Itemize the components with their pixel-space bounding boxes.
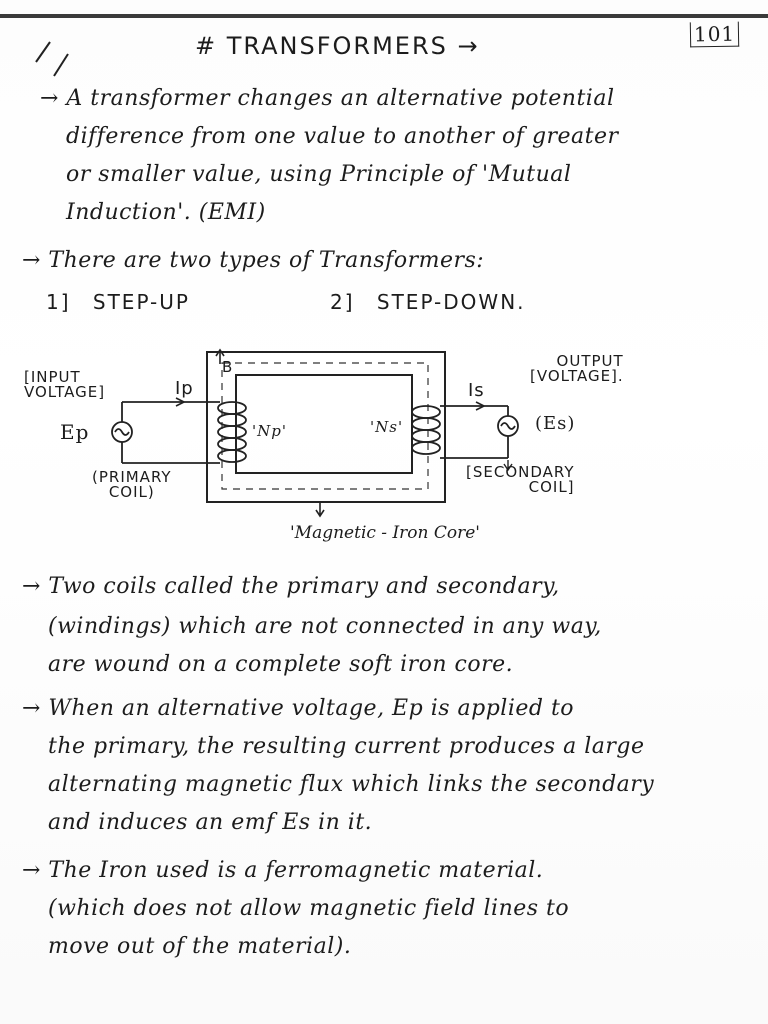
secondary-circuit — [440, 406, 518, 458]
type-step-down-label: STEP-DOWN. — [376, 290, 526, 314]
b-label: B — [222, 358, 234, 376]
ns-label: 'Ns' — [370, 418, 404, 436]
note-2-line-4: and induces an emf Es in it. — [48, 810, 373, 835]
note-1-line-3: are wound on a complete soft iron core. — [48, 652, 514, 677]
secondary-coil-label: [SECONDARY COIL] — [466, 463, 575, 496]
type-step-down-number: 2] — [330, 290, 355, 314]
page-title-text: # TRANSFORMERS → — [195, 32, 480, 60]
note-2-line-2: the primary, the resulting current produces a large — [48, 734, 645, 759]
top-margin-rule — [0, 14, 768, 18]
page-title — [195, 32, 480, 60]
note-3-line-2: (which does not allow magnetic field lines to — [48, 896, 570, 921]
es-label: (Es) — [535, 413, 576, 434]
note-2-line-3: alternating magnetic flux which links the secondary — [48, 772, 655, 797]
core-caption: 'Magnetic - Iron Core' — [290, 523, 480, 543]
page-number: 101 — [690, 22, 740, 48]
slash-marks-icon — [28, 36, 88, 86]
ep-label: Ep — [60, 420, 90, 444]
is-label: Is — [468, 380, 485, 401]
primary-coil-label: (PRIMARY COIL) — [92, 468, 172, 501]
note-3-line-3: move out of the material). — [48, 934, 352, 959]
paragraph-1-line-3: or smaller value, using Principle of 'Mutual — [66, 162, 572, 187]
ip-label: Ip — [175, 378, 194, 399]
note-1-line-2: (windings) which are not connected in any way, — [48, 614, 602, 639]
note-3-line-1: → The Iron used is a ferromagnetic material. — [22, 858, 544, 883]
input-voltage-label: [INPUT VOLTAGE] — [24, 368, 106, 401]
output-voltage-label: OUTPUT [VOLTAGE]. — [530, 352, 624, 385]
paragraph-2-line-1: → There are two types of Transformers: — [22, 248, 485, 273]
type-step-up-number: 1] — [46, 290, 71, 314]
paragraph-1-line-4: Induction'. (EMI) — [66, 200, 266, 225]
secondary-coil-loops — [412, 406, 440, 454]
note-1-line-1: → Two coils called the primary and secondary, — [22, 574, 560, 599]
primary-circuit — [112, 402, 220, 463]
core-arrow-icon — [316, 502, 324, 516]
type-step-up — [46, 290, 190, 314]
paragraph-1-line-1: → A transformer changes an alternative potential — [40, 86, 615, 111]
type-step-down — [330, 290, 526, 314]
note-2-line-1: → When an alternative voltage, Ep is applied to — [22, 696, 575, 721]
np-label: 'Np' — [252, 422, 287, 440]
type-step-up-label: STEP-UP — [92, 290, 190, 314]
paragraph-1-line-2: difference from one value to another of greater — [66, 124, 619, 149]
